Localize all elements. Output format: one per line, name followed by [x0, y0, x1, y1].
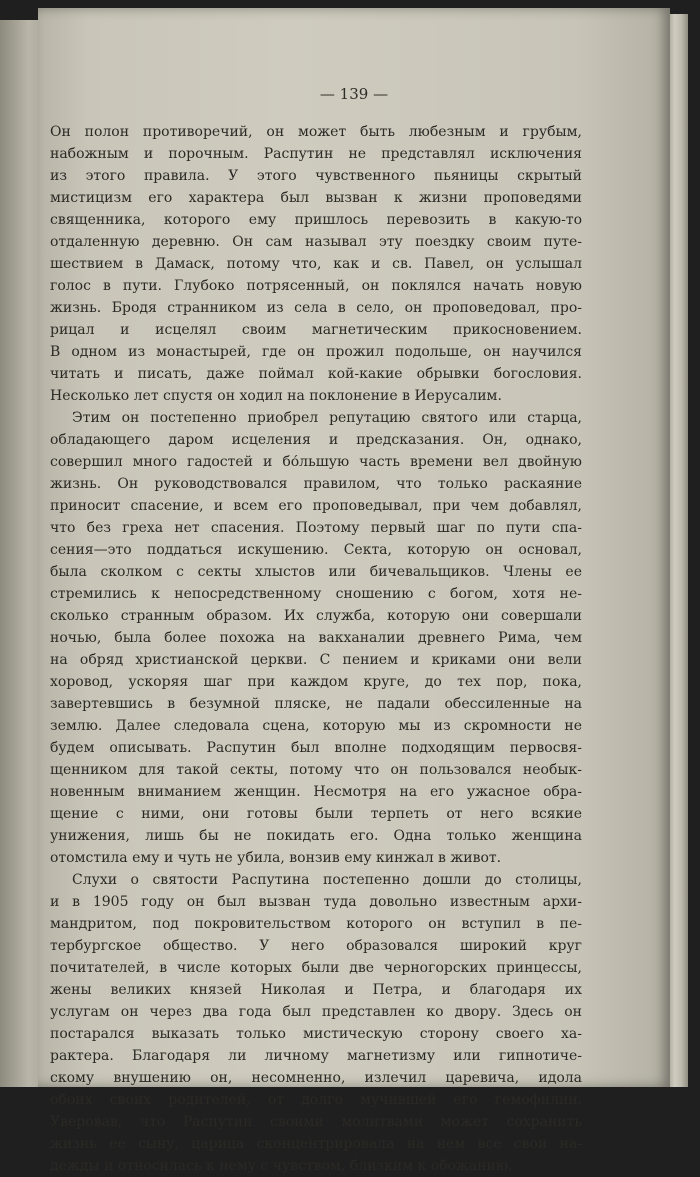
text-line: дежды и относилась к нему с чувством, близким к обожанию. — [50, 1158, 513, 1174]
text-line: священника, которого ему пришлось перевозить в какую-то — [50, 212, 582, 228]
text-line: голос в пути. Глубоко потрясенный, он поклялся начать новую — [50, 278, 582, 294]
text-line: Слухи о святости Распутина постепенно дошли до столицы, — [72, 872, 582, 888]
text-line: Этим он постепенно приобрел репутацию святого или старца, — [72, 410, 582, 426]
text-line: стремились к непосредственному сношению с богом, хотя не- — [50, 586, 582, 602]
text-line: Уверовав, что Распутин своими молитвами может сохранить — [50, 1114, 582, 1130]
text-line: и в 1905 году он был вызван туда довольно известным архи- — [50, 894, 582, 910]
text-line: сения—это поддаться искушению. Секта, которую он основал, — [50, 542, 582, 558]
text-line: рицал и исцелял своим магнетическим прикосновением. — [50, 322, 582, 338]
text-line: на обряд христианской церкви. С пением и криками они вели — [50, 652, 582, 668]
text-line: постарался выказать только мистическую сторону своего ха- — [50, 1026, 582, 1042]
text-line: рактера. Благодаря ли личному магнетизму или гипнотиче- — [50, 1048, 582, 1064]
text-line: завертевшись в безумной пляске, не падали обессиленные на — [50, 696, 582, 712]
body-text — [50, 121, 582, 1177]
text-line: сколько странным образом. Их служба, которую они совершали — [50, 608, 582, 624]
text-line: землю. Далее следовала сцена, которую мы из скромности не — [50, 718, 582, 734]
text-line: В одном из монастырей, где он прожил подольше, он научился — [50, 344, 582, 360]
text-line: будем описывать. Распутин был вполне подходящим первосвя- — [50, 740, 582, 756]
book-page — [38, 8, 670, 1174]
text-line: мандритом, под покровительством которого он вступил в пе- — [50, 916, 582, 932]
text-line: обладающего даром исцеления и предсказания. Он, однако, — [50, 432, 582, 448]
text-line: отомстила ему и чуть не убила, вонзив ему кинжал в живот. — [50, 850, 502, 866]
text-line: жены великих князей Николая и Петра, и благодаря их — [50, 982, 582, 998]
text-line: хоровод, ускоряя шаг при каждом круге, до тех пор, пока, — [50, 674, 582, 690]
text-line: щенником для такой секты, потому что он пользовался необык- — [50, 762, 582, 778]
page-number: — 139 — — [319, 85, 389, 103]
text-line: шествием в Дамаск, потому что, как и св. Павел, он услышал — [50, 256, 582, 272]
text-line: щение с ними, они готовы были терпеть от него всякие — [50, 806, 582, 822]
text-line: скому внушению он, несомненно, излечил царевича, идола — [50, 1070, 582, 1086]
text-line: жизнь. Он руководствовался правилом, что только раскаяние — [50, 476, 582, 492]
text-line: ночью, была более похожа на вакханалии древнего Рима, чем — [50, 630, 582, 646]
text-line: жизнь. Бродя странником из села в село, он проповедовал, про- — [50, 300, 582, 316]
text-line: унижения, лишь бы не покидать его. Одна только женщина — [50, 828, 582, 844]
text-line: совершил много гадостей и бо́льшую часть времени вел двойную — [50, 454, 582, 470]
text-line: что без греха нет спасения. Поэтому первый шаг по пути спа- — [50, 520, 582, 536]
text-line: услугам он через два года был представлен ко двору. Здесь он — [50, 1004, 582, 1020]
text-line: читать и писать, даже поймал кой-какие обрывки богословия. — [50, 366, 582, 382]
text-line: новенным вниманием женщин. Несмотря на его ужасное обра- — [50, 784, 582, 800]
text-line: Он полон противоречий, он может быть любезным и грубым, — [50, 124, 582, 140]
text-line: жизнь ее сыну, царица сконцентрировала на нем все свои на- — [50, 1136, 582, 1152]
text-line: была сколком с секты хлыстов или бичевальщиков. Члены ее — [50, 564, 582, 580]
text-line: Несколько лет спустя он ходил на поклонение в Иерусалим. — [50, 388, 502, 404]
text-line: обоих своих родителей, от долго мучившей его гемофилии. — [50, 1092, 582, 1108]
text-line: почитателей, в числе которых были две черногорских принцессы, — [50, 960, 582, 976]
text-line: приносит спасение, и всем его проповедывал, при чем добавлял, — [50, 498, 582, 514]
text-line: из этого правила. У этого чувственного пьяницы скрытый — [50, 168, 582, 184]
text-line: набожным и порочным. Распутин не представлял исключения — [50, 146, 582, 162]
text-line: мистицизм его характера был вызван к жизни проповедями — [50, 190, 582, 206]
text-line: тербургское общество. У него образовался широкий круг — [50, 938, 582, 954]
text-line: отдаленную деревню. Он сам называл эту поездку своим путе- — [50, 234, 582, 250]
